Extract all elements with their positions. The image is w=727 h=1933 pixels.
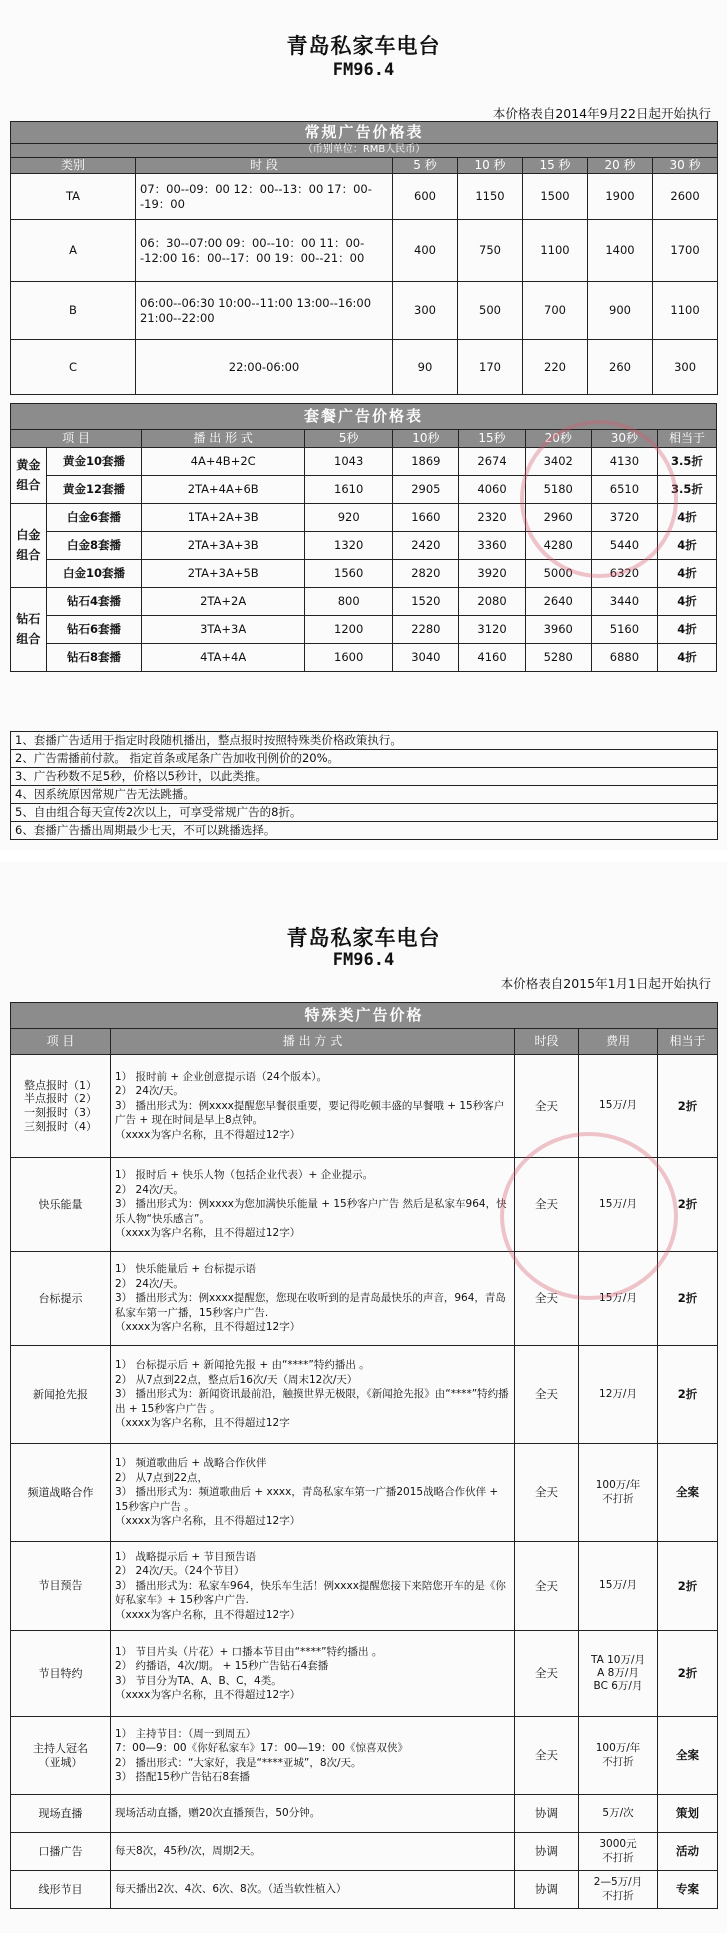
price-cell: 1400 <box>588 220 653 282</box>
price-cell: 6320 <box>591 560 657 588</box>
broadcast-method-cell: 1） 报时后 + 快乐人物（包括企业代表）+ 企业提示。 2） 24次/天。 3） 播出形式为：例xxxx为您加满快乐能量 + 15秒客户广告 然后是私家车964，快乐人物“快乐感言”。 （xxxx为客户名称，且不得超过12字） <box>111 1158 515 1252</box>
table-row <box>11 532 717 560</box>
station-title: 青岛私家车电台 <box>286 926 441 950</box>
price-cell: 3440 <box>591 588 657 616</box>
price-cell: 2820 <box>393 560 459 588</box>
price-cell: 400 <box>393 220 458 282</box>
column-header: 15 秒 <box>523 158 588 174</box>
price-cell: 1100 <box>653 282 718 340</box>
price-cell: 2905 <box>393 476 459 504</box>
column-header: 30秒 <box>591 430 657 448</box>
package-item-cell: 钻石4套播 <box>46 588 142 616</box>
fee-cell: 3000元 不打折 <box>579 1833 658 1871</box>
broadcast-method-cell: 1） 战略提示后 + 节目预告语 2） 24次/天。（24个节目） 3） 播出形式为：私家车964，快乐车生活！例xxxx提醒您接下来陪您开车的是《你好私家车》+ 15秒客户广告. （xxxx为客户名称，且不得超过12字） <box>111 1542 515 1631</box>
fee-cell: 5万/次 <box>579 1795 658 1833</box>
price-cell: 700 <box>523 282 588 340</box>
note-text: 3、广告秒数不足5秒，价格以5秒计，以此类推。 <box>11 768 718 786</box>
price-cell: 1043 <box>305 448 393 476</box>
discount-cell: 2折 <box>658 1158 718 1252</box>
column-header: 项 目 <box>11 430 142 448</box>
price-cell: 3960 <box>525 616 591 644</box>
table-row <box>11 1346 718 1444</box>
package-item-cell: 白金6套播 <box>46 504 142 532</box>
price-cell: 5180 <box>525 476 591 504</box>
discount-cell: 4折 <box>657 560 716 588</box>
note-row <box>11 822 718 840</box>
fee-cell: 2—5万/月 不打折 <box>579 1871 658 1909</box>
note-text: 2、广告需播前付款。 指定首条或尾条广告加收刊例价的20%。 <box>11 750 718 768</box>
price-cell: 3120 <box>459 616 525 644</box>
broadcast-method-cell: 1） 快乐能量后 + 台标提示语 2） 24次/天。 3） 播出形式为：例xxxx提醒您，您现在收听到的是青岛最快乐的声音，964，青岛私家车第一广播，15秒客户广告. （xxxx为客户名称，且不得超过12字） <box>111 1252 515 1346</box>
discount-cell: 3.5折 <box>657 448 716 476</box>
fee-cell: 100万/年 不打折 <box>579 1717 658 1795</box>
package-price-table <box>10 403 717 672</box>
effective-date: 本价格表自2015年1月1日起开始执行 <box>500 976 711 991</box>
column-header: 相当于 <box>658 1029 718 1055</box>
price-cell: 300 <box>653 340 718 395</box>
table-row <box>11 1444 718 1542</box>
price-cell: 2420 <box>393 532 459 560</box>
fee-cell: 12万/月 <box>579 1346 658 1444</box>
price-cell: 5440 <box>591 532 657 560</box>
price-cell: 1100 <box>523 220 588 282</box>
special-item-cell: 台标提示 <box>11 1252 111 1346</box>
column-header: 20 秒 <box>588 158 653 174</box>
price-cell: 3360 <box>459 532 525 560</box>
table-row <box>11 282 718 340</box>
price-cell: 1200 <box>305 616 393 644</box>
broadcast-method-cell: 每天8次，45秒/次，周期2天。 <box>111 1833 515 1871</box>
discount-cell: 2折 <box>658 1346 718 1444</box>
discount-cell: 全案 <box>658 1444 718 1542</box>
table-row <box>11 616 717 644</box>
timeslot-cell: 全天 <box>515 1631 579 1717</box>
category-cell: TA <box>11 174 136 220</box>
table-row <box>11 504 717 532</box>
price-sheet-2015 <box>0 862 727 1933</box>
timeslot-cell: 22:00-06:00 <box>136 340 393 395</box>
table-row <box>11 1631 718 1717</box>
price-cell: 90 <box>393 340 458 395</box>
special-item-cell: 节目特约 <box>11 1631 111 1717</box>
broadcast-form-cell: 2TA+4A+6B <box>142 476 305 504</box>
group-name-cell: 黄金组合 <box>11 448 47 504</box>
price-cell: 1560 <box>305 560 393 588</box>
price-sheet-2014 <box>0 0 727 862</box>
price-cell: 170 <box>458 340 523 395</box>
special-item-cell: 主持人冠名 （亚城） <box>11 1717 111 1795</box>
price-cell: 800 <box>305 588 393 616</box>
price-cell: 3040 <box>393 644 459 672</box>
column-header: 项 目 <box>11 1029 111 1055</box>
currency-note: （币别单位：RMB人民币） <box>11 144 718 158</box>
broadcast-form-cell: 2TA+3A+5B <box>142 560 305 588</box>
price-cell: 4060 <box>459 476 525 504</box>
column-header: 5秒 <box>305 430 393 448</box>
note-row <box>11 804 718 822</box>
table-row <box>11 1542 718 1631</box>
group-name-cell: 白金组合 <box>11 504 47 588</box>
column-header: 费用 <box>579 1029 658 1055</box>
price-cell: 220 <box>523 340 588 395</box>
column-header: 30 秒 <box>653 158 718 174</box>
price-cell: 920 <box>305 504 393 532</box>
price-cell: 2960 <box>525 504 591 532</box>
timeslot-cell: 全天 <box>515 1055 579 1158</box>
table-row <box>11 1871 718 1909</box>
column-header: 10 秒 <box>458 158 523 174</box>
broadcast-form-cell: 3TA+3A <box>142 616 305 644</box>
note-row <box>11 768 718 786</box>
table-row <box>11 448 717 476</box>
broadcast-method-cell: 每天播出2次、4次、6次、8次。（适当软性植入） <box>111 1871 515 1909</box>
price-cell: 4160 <box>459 644 525 672</box>
discount-cell: 3.5折 <box>657 476 716 504</box>
discount-cell: 2折 <box>658 1055 718 1158</box>
price-cell: 1500 <box>523 174 588 220</box>
fee-cell: TA 10万/月 A 8万/月 BC 6万/月 <box>579 1631 658 1717</box>
fee-cell: 15万/月 <box>579 1252 658 1346</box>
note-row <box>11 732 718 750</box>
timeslot-cell: 全天 <box>515 1346 579 1444</box>
price-cell: 750 <box>458 220 523 282</box>
price-cell: 2640 <box>525 588 591 616</box>
price-cell: 900 <box>588 282 653 340</box>
station-title: 青岛私家车电台 <box>286 34 441 58</box>
price-cell: 1900 <box>588 174 653 220</box>
column-header: 15秒 <box>459 430 525 448</box>
special-price-table <box>10 1002 718 1909</box>
timeslot-cell: 07：00--09：00 12：00--13：00 17：00--19：00 <box>136 174 393 220</box>
broadcast-form-cell: 1TA+2A+3B <box>142 504 305 532</box>
note-row <box>11 786 718 804</box>
timeslot-cell: 协调 <box>515 1795 579 1833</box>
note-text: 1、套播广告适用于指定时段随机播出，整点报时按照特殊类价格政策执行。 <box>11 732 718 750</box>
table-row <box>11 1795 718 1833</box>
discount-cell: 2折 <box>658 1542 718 1631</box>
table-row <box>11 1055 718 1158</box>
table-row <box>11 220 718 282</box>
note-text: 4、因系统原因常规广告无法跳播。 <box>11 786 718 804</box>
price-cell: 1610 <box>305 476 393 504</box>
price-cell: 260 <box>588 340 653 395</box>
fee-cell: 100万/年 不打折 <box>579 1444 658 1542</box>
column-header: 5 秒 <box>393 158 458 174</box>
package-item-cell: 黄金10套播 <box>46 448 142 476</box>
price-cell: 5160 <box>591 616 657 644</box>
timeslot-cell: 全天 <box>515 1252 579 1346</box>
special-item-cell: 新闻抢先报 <box>11 1346 111 1444</box>
timeslot-cell: 全天 <box>515 1717 579 1795</box>
table-row <box>11 476 717 504</box>
discount-cell: 活动 <box>658 1833 718 1871</box>
discount-cell: 4折 <box>657 532 716 560</box>
column-header: 类别 <box>11 158 136 174</box>
special-item-cell: 频道战略合作 <box>11 1444 111 1542</box>
discount-cell: 全案 <box>658 1717 718 1795</box>
column-header: 相当于 <box>657 430 716 448</box>
broadcast-method-cell: 1） 主持节目：（周一到周五） 7：00—9：00《你好私家车》17：00—19：00《惊喜双侠》 2） 播出形式：“大家好，我是“****亚城”，8次/天。 3） 搭配15秒广告钻石8套播 <box>111 1717 515 1795</box>
broadcast-form-cell: 4A+4B+2C <box>142 448 305 476</box>
price-cell: 3402 <box>525 448 591 476</box>
column-header: 播 出 方 式 <box>111 1029 515 1055</box>
broadcast-method-cell: 1） 台标提示后 + 新闻抢先报 + 由“****”特约播出 。 2） 从7点到22点，整点后16次/天（周末12次/天） 3） 播出形式为：新闻资讯最前沿，触摸世界无极限，《新闻抢先报》由“****”特约播出 + 15秒客户广告 。 （xxxx为客户名称，且不得超过12字 <box>111 1346 515 1444</box>
table-row <box>11 1252 718 1346</box>
special-item-cell: 整点报时（1） 半点报时（2） 一刻报时（3） 三刻报时（4） <box>11 1055 111 1158</box>
regular-table-title: 常规广告价格表 <box>11 122 718 144</box>
price-cell: 3920 <box>459 560 525 588</box>
table-row <box>11 1158 718 1252</box>
special-item-cell: 节目预告 <box>11 1542 111 1631</box>
table-row <box>11 644 717 672</box>
note-text: 6、套播广告播出周期最少七天，不可以跳播选择。 <box>11 822 718 840</box>
price-cell: 2080 <box>459 588 525 616</box>
discount-cell: 策划 <box>658 1795 718 1833</box>
table-row <box>11 588 717 616</box>
broadcast-method-cell: 1） 频道歌曲后 + 战略合作伙伴 2） 从7点到22点， 3） 播出形式为：频道歌曲后 + xxxx，青岛私家车第一广播2015战略合作伙伴 + 15秒客户广告 。 （xxxx为客户名称，且不得超过12字） <box>111 1444 515 1542</box>
price-cell: 2674 <box>459 448 525 476</box>
broadcast-method-cell: 1） 报时前 + 企业创意提示语（24个版本）。 2） 24次/天。 3） 播出形式为：例xxxx提醒您早餐很重要，要记得吃顿丰盛的早餐哦 + 15秒客户广告 + 现在时间是早上8点钟。 （xxxx为客户名称，且不得超过12字） <box>111 1055 515 1158</box>
fee-cell: 15万/月 <box>579 1158 658 1252</box>
price-cell: 2280 <box>393 616 459 644</box>
special-table-title: 特殊类广告价格 <box>11 1003 718 1029</box>
broadcast-form-cell: 4TA+4A <box>142 644 305 672</box>
timeslot-cell: 全天 <box>515 1542 579 1631</box>
price-cell: 6880 <box>591 644 657 672</box>
timeslot-cell: 06:00--06:30 10:00--11:00 13:00--16:00 21:00--22:00 <box>136 282 393 340</box>
price-cell: 4130 <box>591 448 657 476</box>
column-header: 10秒 <box>393 430 459 448</box>
package-item-cell: 白金8套播 <box>46 532 142 560</box>
price-cell: 1520 <box>393 588 459 616</box>
timeslot-cell: 协调 <box>515 1871 579 1909</box>
column-header: 播 出 形 式 <box>142 430 305 448</box>
discount-cell: 2折 <box>658 1252 718 1346</box>
price-cell: 6510 <box>591 476 657 504</box>
price-cell: 1660 <box>393 504 459 532</box>
price-cell: 2600 <box>653 174 718 220</box>
price-cell: 600 <box>393 174 458 220</box>
fee-cell: 15万/月 <box>579 1542 658 1631</box>
timeslot-cell: 06：30--07:00 09：00--10：00 11：00--12:00 16：00--17：00 19：00--21：00 <box>136 220 393 282</box>
broadcast-form-cell: 2TA+3A+3B <box>142 532 305 560</box>
price-cell: 2320 <box>459 504 525 532</box>
price-cell: 3720 <box>591 504 657 532</box>
price-cell: 1320 <box>305 532 393 560</box>
package-item-cell: 钻石8套播 <box>46 644 142 672</box>
table-row <box>11 1833 718 1871</box>
timeslot-cell: 全天 <box>515 1158 579 1252</box>
table-row <box>11 174 718 220</box>
package-item-cell: 钻石6套播 <box>46 616 142 644</box>
package-item-cell: 白金10套播 <box>46 560 142 588</box>
discount-cell: 4折 <box>657 504 716 532</box>
discount-cell: 专案 <box>658 1871 718 1909</box>
price-cell: 500 <box>458 282 523 340</box>
timeslot-cell: 全天 <box>515 1444 579 1542</box>
discount-cell: 4折 <box>657 644 716 672</box>
special-item-cell: 现场直播 <box>11 1795 111 1833</box>
broadcast-method-cell: 现场活动直播，赠20次直播预告，50分钟。 <box>111 1795 515 1833</box>
price-cell: 5280 <box>525 644 591 672</box>
package-table-title: 套餐广告价格表 <box>11 404 717 430</box>
station-frequency: FM96.4 <box>332 950 395 970</box>
column-header: 时段 <box>515 1029 579 1055</box>
price-cell: 4280 <box>525 532 591 560</box>
effective-date: 本价格表自2014年9月22日起开始执行 <box>492 106 711 121</box>
table-row <box>11 1717 718 1795</box>
special-item-cell: 口播广告 <box>11 1833 111 1871</box>
special-item-cell: 线形节目 <box>11 1871 111 1909</box>
table-row <box>11 560 717 588</box>
note-text: 5、自由组合每天宣传2次以上，可享受常规广告的8折。 <box>11 804 718 822</box>
price-cell: 1700 <box>653 220 718 282</box>
category-cell: C <box>11 340 136 395</box>
broadcast-method-cell: 1） 节目片头（片花）+ 口播本节目由“****”特约播出 。 2） 约播语，4次/期。 + 15秒广告钻石4套播 3） 节目分为TA、A、B、C，4类。 （xxxx为客户名称，且不得超过12字） <box>111 1631 515 1717</box>
special-item-cell: 快乐能量 <box>11 1158 111 1252</box>
discount-cell: 4折 <box>657 588 716 616</box>
group-name-cell: 钻石组合 <box>11 588 47 672</box>
fee-cell: 15万/月 <box>579 1055 658 1158</box>
discount-cell: 4折 <box>657 616 716 644</box>
table-row <box>11 340 718 395</box>
category-cell: A <box>11 220 136 282</box>
broadcast-form-cell: 2TA+2A <box>142 588 305 616</box>
column-header: 20秒 <box>525 430 591 448</box>
price-cell: 1600 <box>305 644 393 672</box>
price-cell: 5000 <box>525 560 591 588</box>
regular-price-table <box>10 121 718 395</box>
discount-cell: 2折 <box>658 1631 718 1717</box>
column-header: 时 段 <box>136 158 393 174</box>
note-row <box>11 750 718 768</box>
price-cell: 1150 <box>458 174 523 220</box>
terms-notes <box>10 731 718 840</box>
timeslot-cell: 协调 <box>515 1833 579 1871</box>
package-item-cell: 黄金12套播 <box>46 476 142 504</box>
price-cell: 1869 <box>393 448 459 476</box>
price-cell: 300 <box>393 282 458 340</box>
category-cell: B <box>11 282 136 340</box>
station-frequency: FM96.4 <box>332 60 395 80</box>
